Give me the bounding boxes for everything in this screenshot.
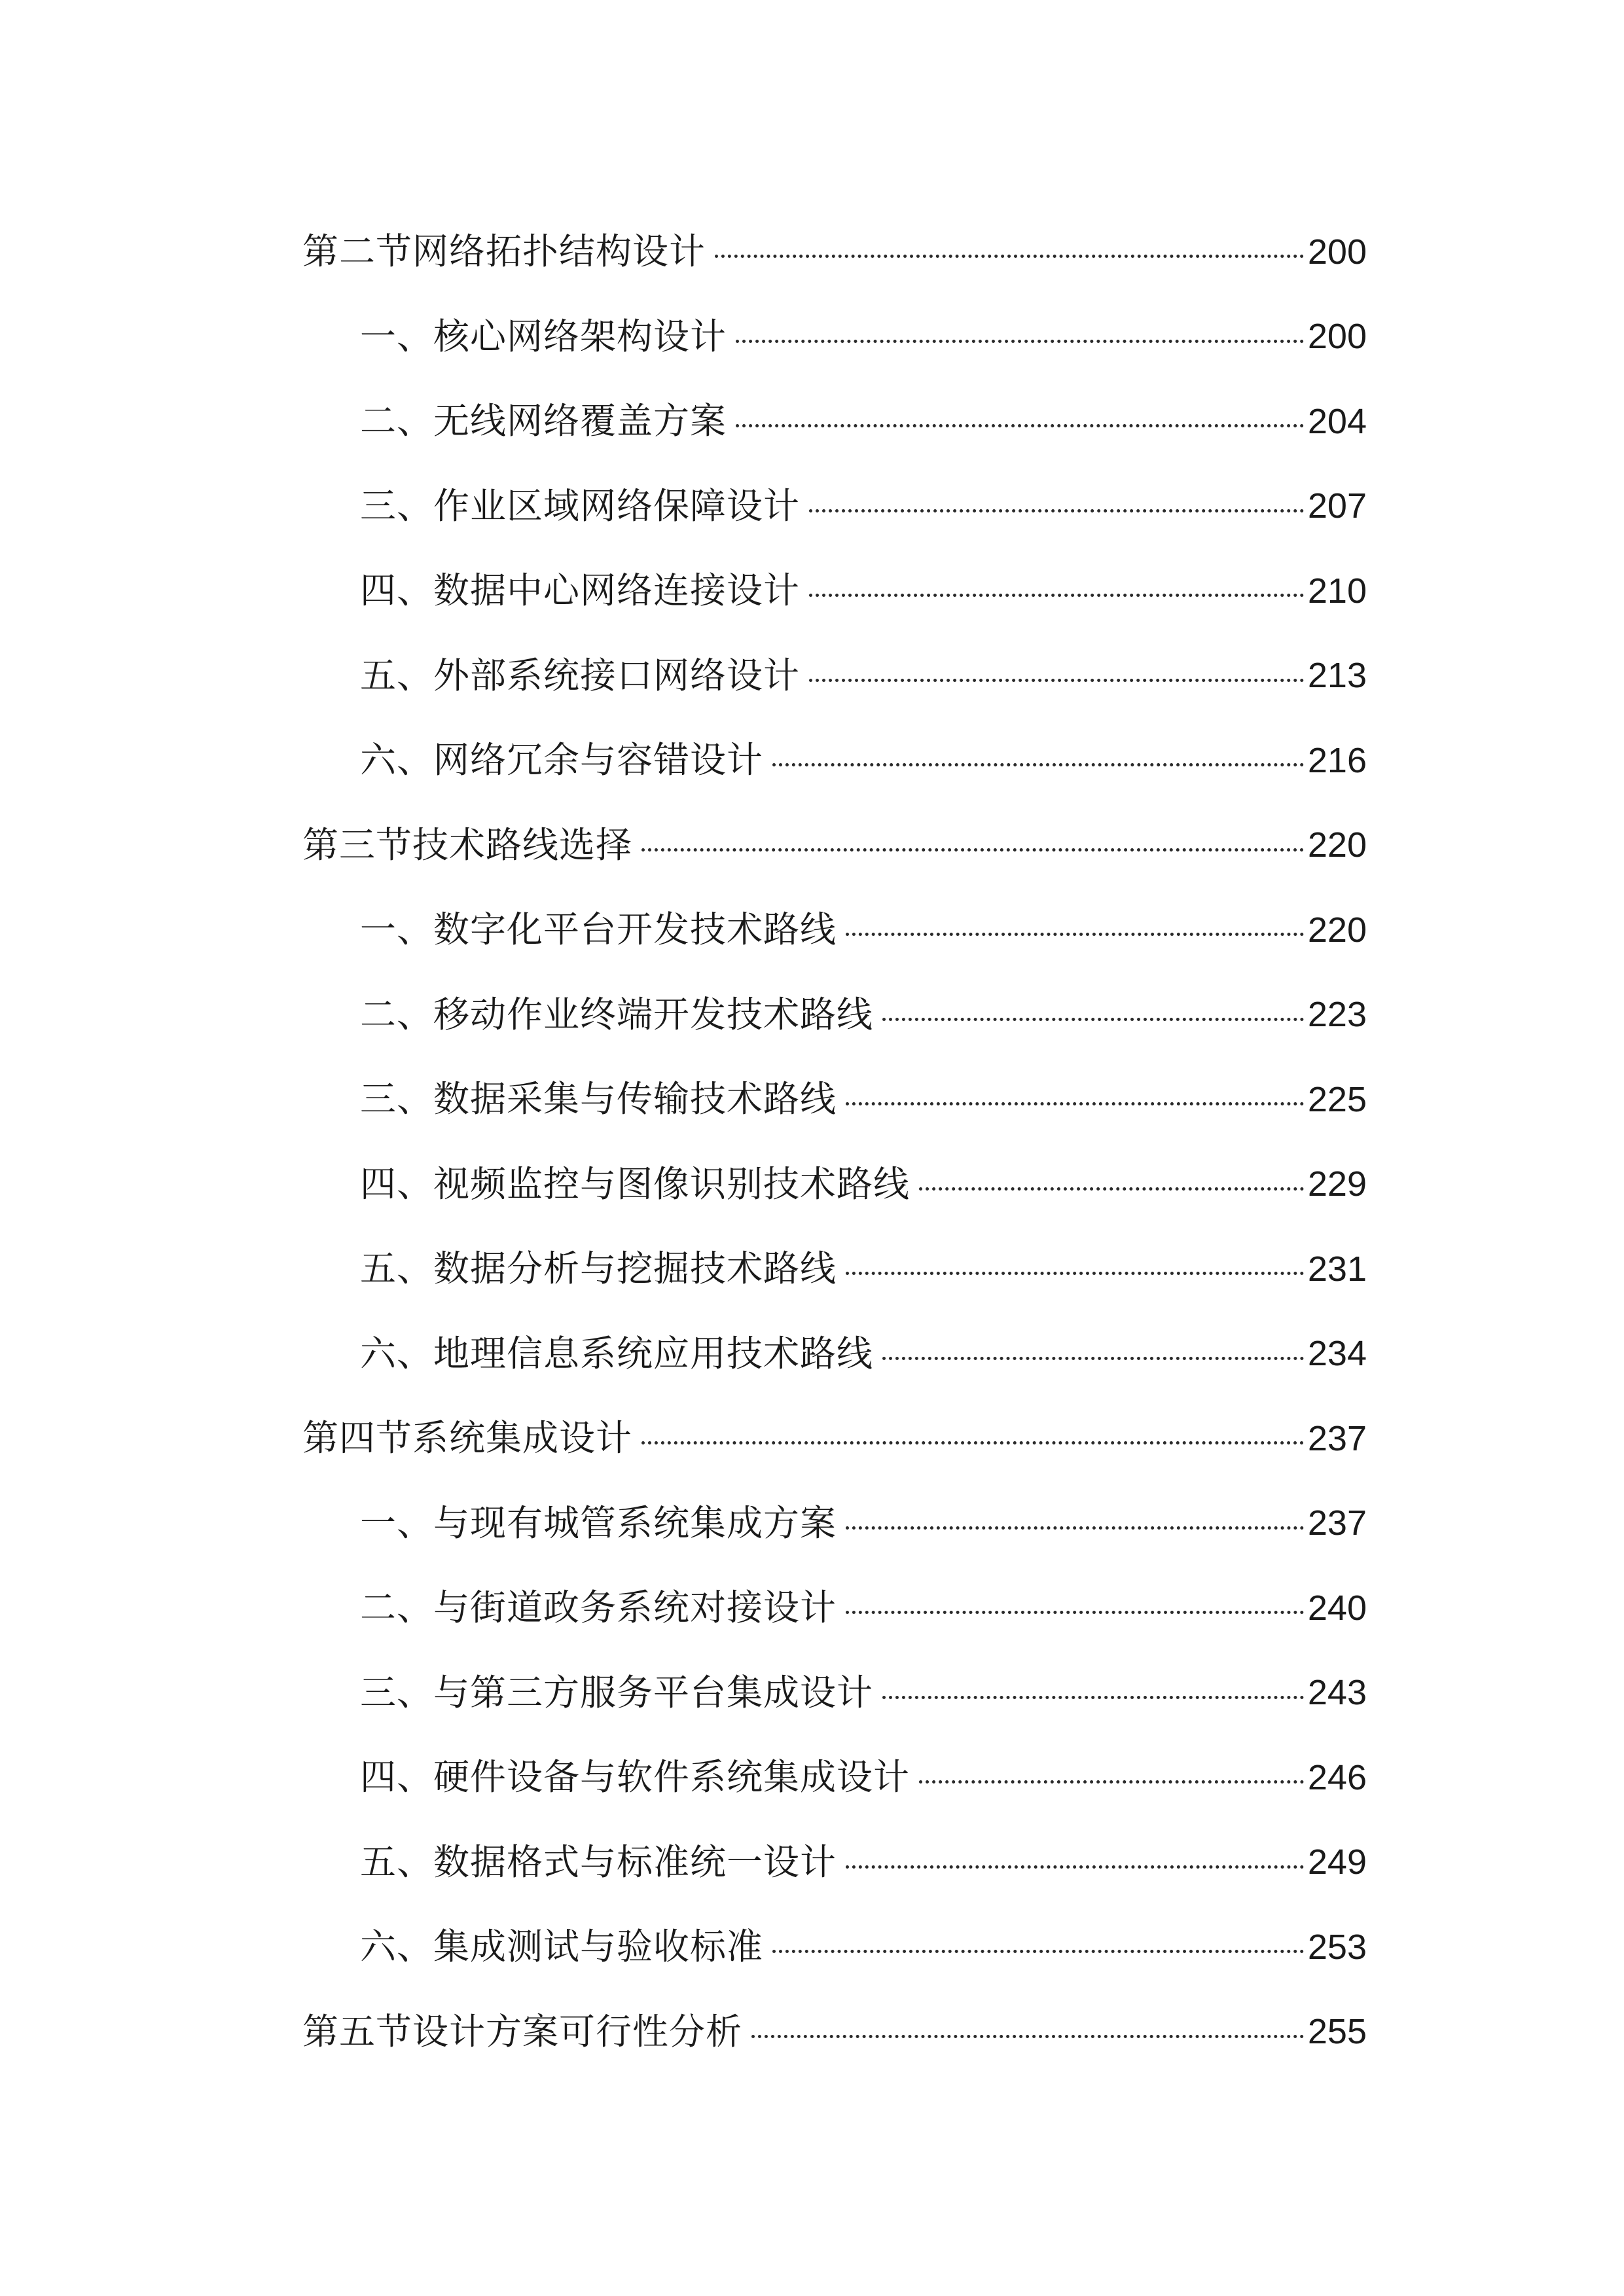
toc-entry[interactable] bbox=[302, 548, 1367, 634]
toc-entry-page: 253 bbox=[1307, 1927, 1367, 1967]
toc-leader-dots bbox=[736, 424, 1304, 427]
toc-entry-title: 四、硬件设备与软件系统集成设计 bbox=[360, 1756, 911, 1799]
toc-entry-page: 220 bbox=[1307, 910, 1367, 950]
toc-entry[interactable] bbox=[302, 1566, 1367, 1651]
toc-leader-dots bbox=[736, 340, 1304, 343]
toc-entry[interactable] bbox=[302, 1057, 1367, 1142]
toc-entry-page: 246 bbox=[1307, 1757, 1367, 1797]
toc-entry-page: 255 bbox=[1307, 2012, 1367, 2052]
toc-entry[interactable] bbox=[302, 464, 1367, 549]
toc-entry-section-2[interactable] bbox=[302, 209, 1367, 295]
toc-entry-page: 249 bbox=[1307, 1842, 1367, 1882]
toc-entry-page: 225 bbox=[1307, 1079, 1367, 1119]
table-of-contents bbox=[302, 209, 1367, 2074]
toc-entry-title: 一、核心网络架构设计 bbox=[360, 315, 727, 357]
toc-leader-dots bbox=[882, 1696, 1304, 1699]
toc-entry-title: 五、外部系统接口网络设计 bbox=[360, 654, 801, 696]
toc-entry-page: 237 bbox=[1307, 1503, 1367, 1543]
toc-entry[interactable] bbox=[302, 1481, 1367, 1566]
toc-entry-page: 243 bbox=[1307, 1673, 1367, 1713]
toc-leader-dots bbox=[882, 1018, 1304, 1021]
toc-entry-title: 六、地理信息系统应用技术路线 bbox=[360, 1332, 874, 1374]
toc-leader-dots bbox=[715, 255, 1304, 258]
toc-entry-title: 五、数据格式与标准统一设计 bbox=[360, 1840, 837, 1883]
toc-entry[interactable] bbox=[302, 1905, 1367, 1990]
toc-entry[interactable] bbox=[302, 973, 1367, 1058]
toc-leader-dots bbox=[772, 1950, 1304, 1953]
toc-entry-page: 213 bbox=[1307, 656, 1367, 696]
toc-entry-page: 200 bbox=[1307, 232, 1367, 272]
toc-entry-title: 六、集成测试与验收标准 bbox=[360, 1926, 764, 1968]
toc-entry-page: 210 bbox=[1307, 571, 1367, 611]
toc-leader-dots bbox=[919, 1780, 1304, 1784]
toc-entry-title: 二、无线网络覆盖方案 bbox=[360, 400, 727, 442]
toc-entry-title: 四、数据中心网络连接设计 bbox=[360, 569, 801, 612]
toc-entry-title: 五、数据分析与挖掘技术路线 bbox=[360, 1247, 837, 1290]
toc-entry-title: 六、网络冗余与容错设计 bbox=[360, 739, 764, 781]
toc-entry-title: 二、移动作业终端开发技术路线 bbox=[360, 993, 874, 1035]
toc-leader-dots bbox=[751, 2035, 1304, 2038]
toc-entry-page: 204 bbox=[1307, 401, 1367, 441]
toc-leader-dots bbox=[846, 1611, 1304, 1614]
toc-entry[interactable] bbox=[302, 1651, 1367, 1736]
toc-entry-title: 二、与街道政务系统对接设计 bbox=[360, 1587, 837, 1629]
toc-entry-page: 216 bbox=[1307, 740, 1367, 780]
toc-entry-page: 234 bbox=[1307, 1334, 1367, 1374]
toc-leader-dots bbox=[641, 1441, 1304, 1444]
toc-entry[interactable] bbox=[302, 1142, 1367, 1227]
toc-leader-dots bbox=[809, 594, 1304, 597]
toc-leader-dots bbox=[846, 933, 1304, 936]
toc-entry-page: 237 bbox=[1307, 1418, 1367, 1458]
toc-entry-section-4[interactable] bbox=[302, 1396, 1367, 1481]
toc-leader-dots bbox=[846, 1102, 1304, 1105]
toc-entry-title: 三、数据采集与传输技术路线 bbox=[360, 1078, 837, 1121]
toc-entry[interactable] bbox=[302, 718, 1367, 803]
toc-entry-page: 223 bbox=[1307, 995, 1367, 1035]
toc-leader-dots bbox=[846, 1526, 1304, 1530]
toc-entry-title: 第三节技术路线选择 bbox=[302, 823, 633, 866]
toc-leader-dots bbox=[919, 1187, 1304, 1191]
toc-entry-page: 240 bbox=[1307, 1588, 1367, 1628]
toc-entry-page: 200 bbox=[1307, 317, 1367, 357]
toc-entry-title: 一、数字化平台开发技术路线 bbox=[360, 908, 837, 951]
toc-entry[interactable] bbox=[302, 295, 1367, 380]
toc-leader-dots bbox=[846, 1865, 1304, 1869]
toc-leader-dots bbox=[882, 1357, 1304, 1360]
toc-entry-title: 第四节系统集成设计 bbox=[302, 1417, 633, 1460]
toc-entry-title: 四、视频监控与图像识别技术路线 bbox=[360, 1162, 911, 1205]
toc-leader-dots bbox=[772, 763, 1304, 766]
toc-leader-dots bbox=[641, 848, 1304, 852]
toc-entry-section-3[interactable] bbox=[302, 803, 1367, 888]
toc-entry-title: 第五节设计方案可行性分析 bbox=[302, 2010, 743, 2053]
toc-entry-title: 三、作业区域网络保障设计 bbox=[360, 484, 801, 527]
toc-entry[interactable] bbox=[302, 379, 1367, 464]
toc-leader-dots bbox=[809, 509, 1304, 512]
toc-leader-dots bbox=[846, 1272, 1304, 1275]
toc-entry-page: 231 bbox=[1307, 1249, 1367, 1289]
toc-entry[interactable] bbox=[302, 888, 1367, 973]
toc-entry-title: 第二节网络拓扑结构设计 bbox=[302, 230, 706, 273]
toc-leader-dots bbox=[809, 679, 1304, 682]
toc-entry-title: 一、与现有城管系统集成方案 bbox=[360, 1501, 837, 1544]
toc-entry[interactable] bbox=[302, 1735, 1367, 1820]
toc-entry[interactable] bbox=[302, 1312, 1367, 1397]
toc-entry-title: 三、与第三方服务平台集成设计 bbox=[360, 1671, 874, 1713]
toc-entry-page: 229 bbox=[1307, 1164, 1367, 1204]
toc-entry-page: 207 bbox=[1307, 486, 1367, 526]
toc-entry-page: 220 bbox=[1307, 825, 1367, 865]
toc-entry[interactable] bbox=[302, 634, 1367, 719]
toc-entry[interactable] bbox=[302, 1820, 1367, 1905]
toc-entry-section-5[interactable] bbox=[302, 1990, 1367, 2075]
toc-entry[interactable] bbox=[302, 1227, 1367, 1312]
